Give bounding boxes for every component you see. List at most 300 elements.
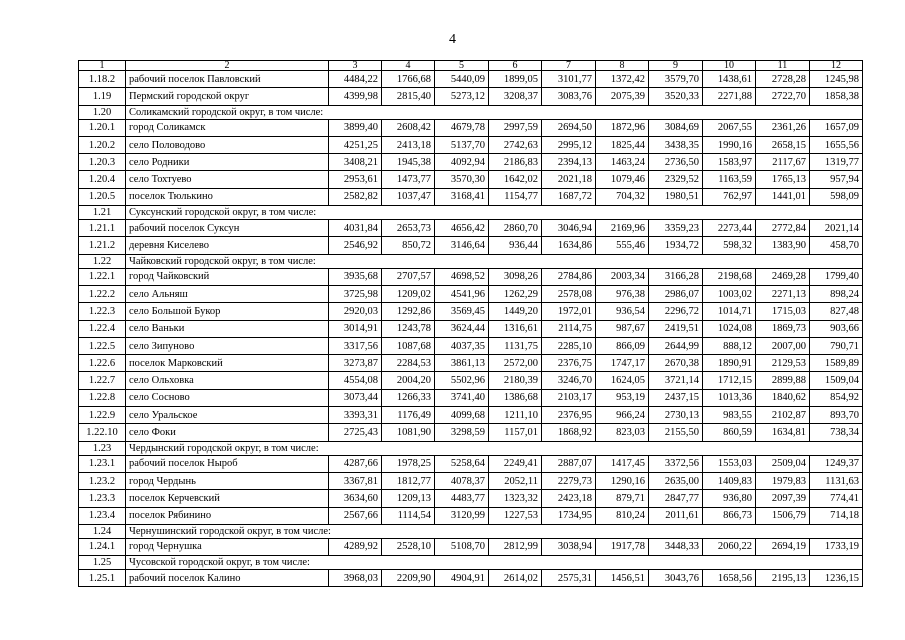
value-cell: 1945,38 [382,154,435,171]
value-cell: 2694,50 [542,119,596,136]
group-row [79,105,863,119]
row-code: 1.22.1 [79,268,126,285]
value-cell: 2284,53 [382,355,435,372]
value-cell: 1131,63 [810,472,863,489]
value-cell: 2812,99 [489,538,542,555]
value-cell: 2653,73 [382,220,435,237]
value-cell: 3408,21 [329,154,382,171]
value-cell: 1506,79 [756,507,810,524]
row-code: 1.24 [79,524,126,538]
value-cell: 1114,54 [382,507,435,524]
value-cell: 790,71 [810,337,863,354]
value-cell: 3359,23 [649,220,703,237]
value-cell: 1858,38 [810,88,863,105]
value-cell: 3569,45 [435,303,489,320]
table-row [79,507,863,524]
value-cell: 3725,98 [329,285,382,302]
value-cell: 2694,19 [756,538,810,555]
column-number: 9 [649,61,703,71]
row-code: 1.18.2 [79,71,126,88]
value-cell: 1236,15 [810,570,863,587]
value-cell: 2635,00 [649,472,703,489]
value-cell: 898,24 [810,285,863,302]
column-number: 6 [489,61,542,71]
value-cell: 1747,17 [596,355,649,372]
value-cell: 2007,00 [756,337,810,354]
value-cell: 2271,13 [756,285,810,302]
value-cell: 976,38 [596,285,649,302]
value-cell: 5440,09 [435,71,489,88]
value-cell: 1209,02 [382,285,435,302]
value-cell: 2725,43 [329,424,382,441]
table-row [79,136,863,153]
value-cell: 953,19 [596,389,649,406]
column-number: 2 [126,61,329,71]
value-cell: 3101,77 [542,71,596,88]
value-cell: 3448,33 [649,538,703,555]
row-code: 1.19 [79,88,126,105]
settlement-name: село Ольховка [126,372,329,389]
settlement-name: село Половодово [126,136,329,153]
column-number: 1 [79,61,126,71]
value-cell: 3073,44 [329,389,382,406]
settlement-name: село Зипуново [126,337,329,354]
value-cell: 1978,25 [382,455,435,472]
table-row [79,407,863,424]
row-code: 1.22.10 [79,424,126,441]
value-cell: 2986,07 [649,285,703,302]
settlement-name: село Тохтуево [126,171,329,188]
row-code: 1.20.2 [79,136,126,153]
value-cell: 3168,41 [435,188,489,205]
value-cell: 2075,39 [596,88,649,105]
table-row [79,320,863,337]
value-cell: 5137,70 [435,136,489,153]
value-cell: 2003,34 [596,268,649,285]
value-cell: 3935,68 [329,268,382,285]
value-cell: 714,18 [810,507,863,524]
column-number: 10 [703,61,756,71]
value-cell: 3298,59 [435,424,489,441]
value-cell: 704,32 [596,188,649,205]
row-code: 1.20 [79,105,126,119]
value-cell: 1163,59 [703,171,756,188]
value-cell: 1733,19 [810,538,863,555]
value-cell: 4484,22 [329,71,382,88]
value-cell: 1642,02 [489,171,542,188]
value-cell: 3579,70 [649,71,703,88]
table-row [79,424,863,441]
column-number: 7 [542,61,596,71]
value-cell: 827,48 [810,303,863,320]
row-code: 1.24.1 [79,538,126,555]
value-cell: 1013,36 [703,389,756,406]
value-cell: 2249,41 [489,455,542,472]
value-cell: 2169,96 [596,220,649,237]
value-cell: 4289,92 [329,538,382,555]
value-cell: 1409,83 [703,472,756,489]
group-title: Чайковский городской округ, в том числе: [126,254,863,268]
value-cell: 1463,24 [596,154,649,171]
row-code: 1.20.3 [79,154,126,171]
value-cell: 1079,46 [596,171,649,188]
value-cell: 2742,63 [489,136,542,153]
value-cell: 2575,31 [542,570,596,587]
table-row [79,220,863,237]
value-cell: 3043,76 [649,570,703,587]
column-number: 5 [435,61,489,71]
value-cell: 4541,96 [435,285,489,302]
value-cell: 866,09 [596,337,649,354]
value-cell: 2060,22 [703,538,756,555]
value-cell: 879,71 [596,490,649,507]
value-cell: 4099,68 [435,407,489,424]
value-cell: 1211,10 [489,407,542,424]
table-row [79,490,863,507]
value-cell: 4698,52 [435,268,489,285]
value-cell: 3014,91 [329,320,382,337]
value-cell: 4656,42 [435,220,489,237]
value-cell: 2186,83 [489,154,542,171]
value-cell: 1712,15 [703,372,756,389]
value-cell: 1715,03 [756,303,810,320]
value-cell: 2707,57 [382,268,435,285]
group-row [79,524,863,538]
value-cell: 2102,87 [756,407,810,424]
settlement-name: рабочий поселок Суксун [126,220,329,237]
value-cell: 1473,77 [382,171,435,188]
column-number-row [79,61,863,71]
value-cell: 2815,40 [382,88,435,105]
settlement-name: город Чайковский [126,268,329,285]
table-row [79,268,863,285]
value-cell: 2608,42 [382,119,435,136]
value-cell: 2899,88 [756,372,810,389]
value-cell: 5502,96 [435,372,489,389]
value-cell: 3120,99 [435,507,489,524]
value-cell: 5273,12 [435,88,489,105]
value-cell: 850,72 [382,237,435,254]
value-cell: 5108,70 [435,538,489,555]
settlement-name: город Чернушка [126,538,329,555]
value-cell: 2860,70 [489,220,542,237]
row-code: 1.22.9 [79,407,126,424]
settlement-name: село Сосново [126,389,329,406]
table-row [79,337,863,354]
tariff-table [78,60,863,587]
value-cell: 966,24 [596,407,649,424]
value-cell: 1441,01 [756,188,810,205]
value-cell: 1383,90 [756,237,810,254]
value-cell: 2097,39 [756,490,810,507]
row-code: 1.22.5 [79,337,126,354]
column-number: 4 [382,61,435,71]
group-row [79,254,863,268]
value-cell: 1003,02 [703,285,756,302]
value-cell: 983,55 [703,407,756,424]
value-cell: 957,94 [810,171,863,188]
value-cell: 4904,91 [435,570,489,587]
value-cell: 1249,37 [810,455,863,472]
value-cell: 2052,11 [489,472,542,489]
value-cell: 1176,49 [382,407,435,424]
value-cell: 2419,51 [649,320,703,337]
value-cell: 4078,37 [435,472,489,489]
value-cell: 2285,10 [542,337,596,354]
value-cell: 2887,07 [542,455,596,472]
value-cell: 1917,78 [596,538,649,555]
settlement-name: деревня Киселево [126,237,329,254]
value-cell: 823,03 [596,424,649,441]
value-cell: 1372,42 [596,71,649,88]
value-cell: 774,41 [810,490,863,507]
value-cell: 987,67 [596,320,649,337]
value-cell: 1734,95 [542,507,596,524]
value-cell: 2296,72 [649,303,703,320]
column-number: 3 [329,61,382,71]
value-cell: 1658,56 [703,570,756,587]
row-code: 1.22.6 [79,355,126,372]
row-code: 1.25.1 [79,570,126,587]
value-cell: 4031,84 [329,220,382,237]
value-cell: 3046,94 [542,220,596,237]
value-cell: 2644,99 [649,337,703,354]
value-cell: 2103,17 [542,389,596,406]
value-cell: 1869,73 [756,320,810,337]
value-cell: 1081,90 [382,424,435,441]
value-cell: 1319,77 [810,154,863,171]
value-cell: 1868,92 [542,424,596,441]
value-cell: 888,12 [703,337,756,354]
group-title: Чернушинский городской округ, в том числе: [126,524,863,538]
settlement-name: город Соликамск [126,119,329,136]
value-cell: 1456,51 [596,570,649,587]
value-cell: 2847,77 [649,490,703,507]
row-code: 1.22.7 [79,372,126,389]
value-cell: 1292,86 [382,303,435,320]
value-cell: 1890,91 [703,355,756,372]
table-row [79,119,863,136]
value-cell: 4399,98 [329,88,382,105]
table-row [79,389,863,406]
page-number: 4 [449,32,456,47]
value-cell: 2658,15 [756,136,810,153]
row-code: 1.21.2 [79,237,126,254]
value-cell: 810,24 [596,507,649,524]
value-cell: 1657,09 [810,119,863,136]
settlement-name: город Чердынь [126,472,329,489]
row-code: 1.22.2 [79,285,126,302]
value-cell: 1979,83 [756,472,810,489]
value-cell: 3372,56 [649,455,703,472]
value-cell: 2180,39 [489,372,542,389]
group-title: Чердынский городской округ, в том числе: [126,441,863,455]
group-title: Соликамский городской округ, в том числе: [126,105,863,119]
value-cell: 3861,13 [435,355,489,372]
group-title: Чусовской городской округ, в том числе: [126,556,863,570]
value-cell: 1316,61 [489,320,542,337]
value-cell: 936,54 [596,303,649,320]
table-body [79,61,863,587]
value-cell: 860,59 [703,424,756,441]
value-cell: 3317,56 [329,337,382,354]
value-cell: 4554,08 [329,372,382,389]
value-cell: 1934,72 [649,237,703,254]
value-cell: 1154,77 [489,188,542,205]
value-cell: 1840,62 [756,389,810,406]
group-row [79,556,863,570]
value-cell: 2528,10 [382,538,435,555]
value-cell: 1245,98 [810,71,863,88]
value-cell: 1589,89 [810,355,863,372]
value-cell: 2567,66 [329,507,382,524]
table-row [79,472,863,489]
settlement-name: поселок Рябинино [126,507,329,524]
value-cell: 893,70 [810,407,863,424]
value-cell: 1624,05 [596,372,649,389]
value-cell: 1634,81 [756,424,810,441]
value-cell: 1825,44 [596,136,649,153]
value-cell: 3899,40 [329,119,382,136]
value-cell: 2995,12 [542,136,596,153]
value-cell: 3570,30 [435,171,489,188]
value-cell: 2772,84 [756,220,810,237]
row-code: 1.23.1 [79,455,126,472]
value-cell: 2273,44 [703,220,756,237]
value-cell: 555,46 [596,237,649,254]
value-cell: 2469,28 [756,268,810,285]
value-cell: 1024,08 [703,320,756,337]
value-cell: 2509,04 [756,455,810,472]
settlement-name: село Родники [126,154,329,171]
table-row [79,154,863,171]
value-cell: 1799,40 [810,268,863,285]
settlement-name: село Ваньки [126,320,329,337]
value-cell: 4251,25 [329,136,382,153]
table-row [79,538,863,555]
value-cell: 1899,05 [489,71,542,88]
value-cell: 3166,28 [649,268,703,285]
value-cell: 2271,88 [703,88,756,105]
value-cell: 2784,86 [542,268,596,285]
value-cell: 2376,75 [542,355,596,372]
value-cell: 3393,31 [329,407,382,424]
value-cell: 3520,33 [649,88,703,105]
column-number: 11 [756,61,810,71]
value-cell: 2728,28 [756,71,810,88]
value-cell: 738,34 [810,424,863,441]
table-row [79,71,863,88]
value-cell: 1087,68 [382,337,435,354]
value-cell: 2155,50 [649,424,703,441]
value-cell: 2722,70 [756,88,810,105]
row-code: 1.23.2 [79,472,126,489]
value-cell: 1766,68 [382,71,435,88]
row-code: 1.22.8 [79,389,126,406]
value-cell: 2572,00 [489,355,542,372]
value-cell: 3624,44 [435,320,489,337]
value-cell: 2736,50 [649,154,703,171]
value-cell: 2920,03 [329,303,382,320]
value-cell: 1266,33 [382,389,435,406]
value-cell: 3208,37 [489,88,542,105]
value-cell: 1157,01 [489,424,542,441]
value-cell: 2546,92 [329,237,382,254]
value-cell: 3273,87 [329,355,382,372]
value-cell: 3146,64 [435,237,489,254]
value-cell: 1990,16 [703,136,756,153]
settlement-name: село Уральское [126,407,329,424]
value-cell: 3634,60 [329,490,382,507]
value-cell: 1417,45 [596,455,649,472]
value-cell: 2279,73 [542,472,596,489]
value-cell: 1209,13 [382,490,435,507]
row-code: 1.20.4 [79,171,126,188]
settlement-name: село Альняш [126,285,329,302]
column-number: 12 [810,61,863,71]
value-cell: 2129,53 [756,355,810,372]
value-cell: 3098,26 [489,268,542,285]
row-code: 1.25 [79,556,126,570]
table-row [79,171,863,188]
value-cell: 4679,78 [435,119,489,136]
value-cell: 2730,13 [649,407,703,424]
table-row [79,570,863,587]
value-cell: 1014,71 [703,303,756,320]
value-cell: 4037,35 [435,337,489,354]
row-code: 1.21 [79,206,126,220]
value-cell: 2953,61 [329,171,382,188]
value-cell: 5258,64 [435,455,489,472]
value-cell: 1509,04 [810,372,863,389]
group-row [79,441,863,455]
value-cell: 3246,70 [542,372,596,389]
column-number: 8 [596,61,649,71]
value-cell: 2997,59 [489,119,542,136]
value-cell: 1131,75 [489,337,542,354]
settlement-name: село Фоки [126,424,329,441]
value-cell: 1972,01 [542,303,596,320]
value-cell: 3741,40 [435,389,489,406]
settlement-name: рабочий поселок Калино [126,570,329,587]
value-cell: 2021,18 [542,171,596,188]
value-cell: 1037,47 [382,188,435,205]
group-title: Суксунский городской округ, в том числе: [126,206,863,220]
value-cell: 854,92 [810,389,863,406]
value-cell: 1262,29 [489,285,542,302]
value-cell: 1655,56 [810,136,863,153]
value-cell: 1812,77 [382,472,435,489]
table-row [79,372,863,389]
row-code: 1.22.4 [79,320,126,337]
value-cell: 1449,20 [489,303,542,320]
value-cell: 1872,96 [596,119,649,136]
value-cell: 2361,26 [756,119,810,136]
value-cell: 4092,94 [435,154,489,171]
value-cell: 2423,18 [542,490,596,507]
value-cell: 2067,55 [703,119,756,136]
value-cell: 1553,03 [703,455,756,472]
value-cell: 458,70 [810,237,863,254]
value-cell: 3038,94 [542,538,596,555]
value-cell: 2198,68 [703,268,756,285]
value-cell: 1323,32 [489,490,542,507]
table-row [79,355,863,372]
value-cell: 2021,14 [810,220,863,237]
value-cell: 936,80 [703,490,756,507]
settlement-name: село Большой Букор [126,303,329,320]
value-cell: 3367,81 [329,472,382,489]
